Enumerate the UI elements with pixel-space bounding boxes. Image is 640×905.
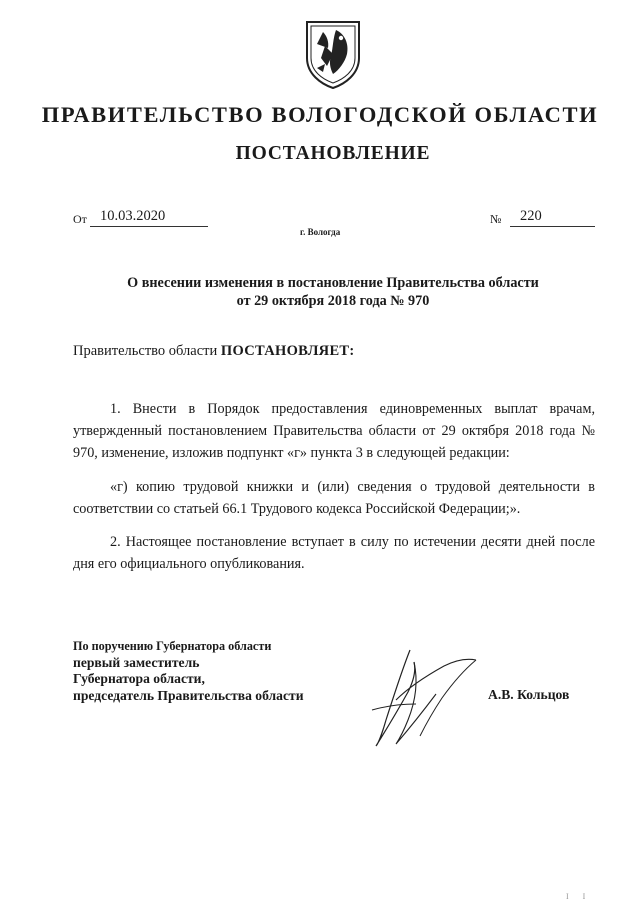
paragraph-3: 2. Настоящее постановление вступает в силу по истечении десяти дней после дня его официального опубликования. — [73, 534, 595, 572]
signatory-line-2: первый заместитель — [73, 654, 200, 670]
date-prefix: От — [73, 212, 87, 226]
city-label: г. Вологда — [300, 227, 341, 237]
number-prefix: № — [490, 212, 502, 226]
subject-line-1: О внесении изменения в постановление Правительства области — [127, 275, 539, 291]
paragraph-2: «г) копию трудовой книжки и (или) сведения о трудовой деятельности в соответствии со статьей 66.1 Трудового кодекса Российской Федерации;». — [73, 479, 595, 517]
handwritten-signature-icon — [356, 640, 496, 750]
government-title: ПРАВИТЕЛЬСТВО ВОЛОГОДСКОЙ ОБЛАСТИ — [41, 102, 599, 127]
coat-of-arms-icon — [303, 18, 363, 90]
signatory-position — [73, 638, 304, 704]
document-date: 10.03.2020 — [90, 208, 208, 227]
signatory-line-1: По поручению Губернатора области — [73, 639, 272, 653]
preamble-text: Правительство области — [73, 343, 221, 359]
footer-marks: I I — [566, 892, 592, 901]
subject-line-2: от 29 октября 2018 года № 970 — [236, 293, 430, 309]
document-subject — [0, 274, 640, 310]
preamble-resolves: ПОСТАНОВЛЯЕТ: — [220, 343, 355, 359]
signatory-line-3: Губернатора области, — [73, 671, 205, 686]
document-number: 220 — [510, 208, 595, 227]
preamble — [73, 343, 355, 360]
signatory-line-4: председатель Правительства области — [73, 687, 304, 703]
document-type: ПОСТАНОВЛЕНИЕ — [235, 143, 431, 164]
signer-name: А.В. Кольцов — [488, 687, 570, 702]
paragraph-1: 1. Внести в Порядок предоставления единовременных выплат врачам, утвержденный постановлением Правительства области от 29 октября 2018 года № 970, изменение, изложив подпункт «г» пункта 3 в следующей редакции: — [73, 401, 595, 461]
